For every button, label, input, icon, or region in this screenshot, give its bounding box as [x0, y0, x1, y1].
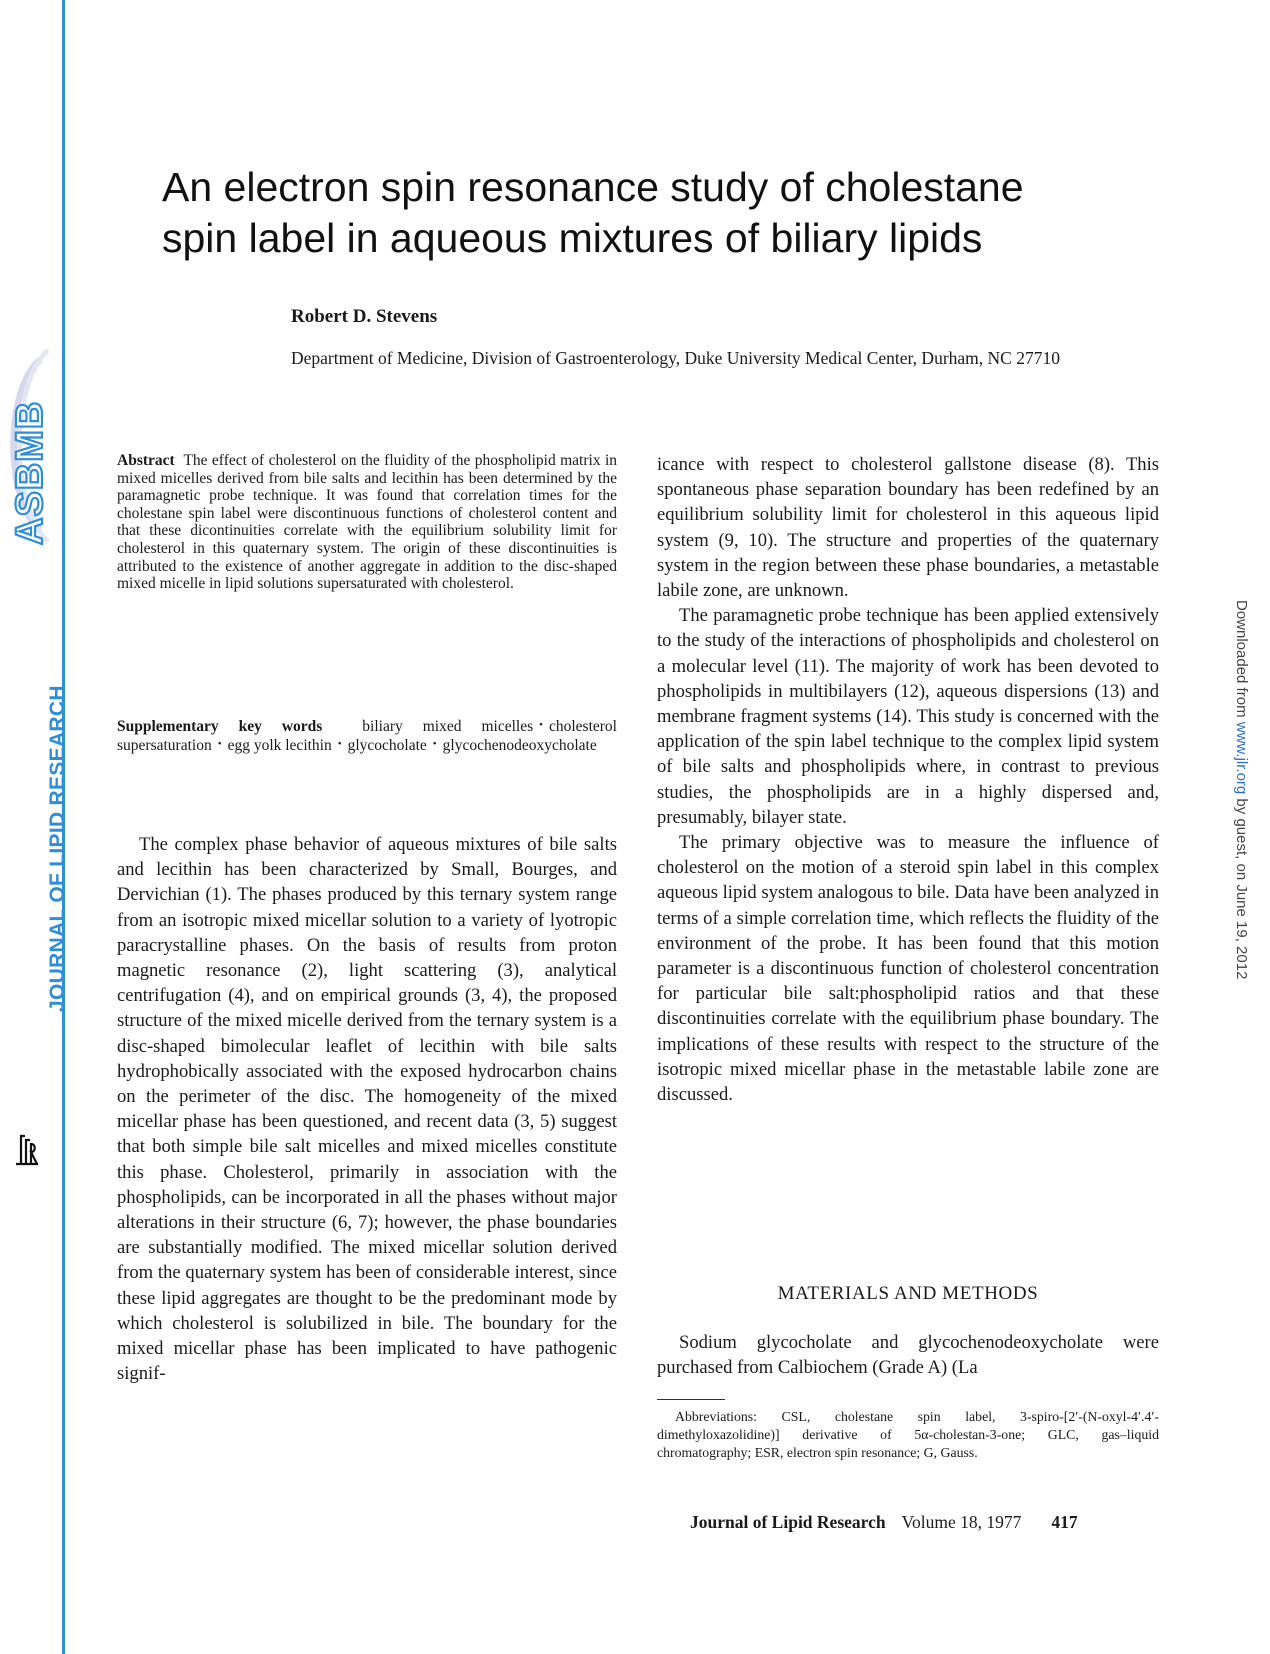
abbreviations-footnote: Abbreviations: CSL, cholestane spin label, 3-spiro-[2′-(N-oxyl-4′.4′-dimethyloxazolidine)] derivative of 5α-cholestan-3-one; GLC, gas–liquid chromatography; ESR, electron spin resonance; G, Gauss. [657, 1409, 1159, 1460]
download-suffix: by guest, on June 19, 2012 [1233, 794, 1250, 980]
asbmb-logo [0, 330, 62, 560]
jlr-link[interactable]: www.jlr.org [1233, 721, 1250, 795]
body-paragraph: icance with respect to cholesterol gallstone disease (8). This spontaneous phase separation boundary has been redefined by an equilibrium solubility limit for cholesterol in this aqueous lipid system (9, 10). The structure and properties of the quaternary system in the region between these phase boundaries, a metastable labile zone, are unknown. [657, 454, 1159, 602]
abstract-label: Abstract [117, 452, 175, 469]
footnote-rule [657, 1399, 725, 1400]
article-title [162, 162, 1162, 264]
jlr-mark [12, 1130, 42, 1168]
methods-column [657, 1330, 1159, 1380]
keyword: glycochenodeoxycholate [442, 736, 597, 754]
asbmb-logo-text: ASBMB [9, 400, 51, 545]
keyword: cholesterol supersaturation [117, 718, 617, 754]
body-paragraph: The primary objective was to measure the influence of cholesterol on the motion of a steroid spin label in this complex aqueous lipid system analogous to bile. Data have been analyzed in terms of a simple correlation time, which reflects the fluidity of the environment of the probe. It has been found that this motion parameter is a discontinuous function of cholesterol concentration for particular bile salt:phospholipid ratios and that these discontinuities correlate with the equilibrium phase boundary. The implications of these results with respect to the structure of the isotropic mixed micellar phase in the metastable labile zone are discussed. [657, 832, 1159, 1106]
left-column [117, 832, 617, 1386]
download-prefix: Downloaded from [1233, 600, 1250, 722]
body-paragraph: The paramagnetic probe technique has been applied extensively to the study of the interactions of phospholipids and cholesterol on a molecular level (11). The majority of work has been devoted to phospholipids in multibilayers (12), aqueous dispersions (13) and membrane fragment systems (14). This study is concerned with the application of the spin label technique to the complex lipid system of bile salts and phospholipids where, in contrast to previous studies, the phospholipids are in a highly dispersed and, presumably, bilayer state. [657, 605, 1159, 828]
page-footer [690, 1512, 1159, 1533]
page-number: 417 [1051, 1512, 1078, 1532]
abstract-text: The effect of cholesterol on the fluidity of the phospholipid matrix in mixed micelles derived from bile salts and lecithin has been determined by the paramagnetic probe technique. It was found that correlation times for the cholestane spin label were discontinuous functions of cholesterol content and that these dicontinuities correlate with the equilibrium solubility limit for cholesterol in this quaternary system. The origin of these discontinuities is attributed to the existence of another aggregate in addition to the disc-shaped mixed micelle in lipid solutions supersaturated with cholesterol. [117, 452, 618, 593]
footer-volume: Volume 18, 1977 [901, 1512, 1022, 1532]
abstract [117, 452, 617, 593]
footer-journal: Journal of Lipid Research [690, 1512, 886, 1532]
author-name: Robert D. Stevens [291, 306, 438, 327]
title-line-1: An electron spin resonance study of cholestane [162, 164, 1024, 210]
key-words: Supplementary key words biliary mixed micelles • cholesterol supersaturation • egg yolk lecithin • glycocholate • glycochenodeoxycholate [117, 718, 617, 754]
body-paragraph: The complex phase behavior of aqueous mixtures of bile salts and lecithin has been characterized by Small, Bourges, and Dervichian (1). The phases produced by this ternary system range from an isotropic mixed micellar solution to a variety of lyotropic paracrystalline phases. On the basis of results from proton magnetic resonance (2), light scattering (3), analytical centrifugation (4), and on empirical grounds (3, 4), the proposed structure of the mixed micelle derived from the ternary system is a disc-shaped bimolecular leaflet of lecithin with bile salts hydrophobically associated with the exposed hydrocarbon chains on the perimeter of the disc. The homogeneity of the mixed micellar phase has been questioned, and recent data (3, 5) suggest that both simple bile salt micelles and mixed micelles constitute this phase. Cholesterol, primarily in association with the phospholipids, can be incorporated in all the phases without major alterations in their structure (6, 7); however, the phase boundaries are substantially modified. The mixed micellar solution derived from the quaternary system has been of considerable interest, since these lipid aggregates are thought to be the predominant mode by which cholesterol is solubilized in bile. The boundary for the mixed micellar phase has been implicated to have pathogenic signif- [117, 834, 617, 1385]
author-affiliation: Department of Medicine, Division of Gastroenterology, Duke University Medical Center, Durham, NC 27710 [291, 348, 1060, 368]
title-line-2: spin label in aqueous mixtures of biliary lipids [162, 215, 983, 261]
download-notice [1233, 600, 1250, 979]
keyword: egg yolk lecithin [227, 736, 332, 754]
right-column [657, 452, 1159, 1107]
keyword: glycocholate [347, 736, 427, 754]
section-heading: MATERIALS AND METHODS [777, 1283, 1039, 1304]
keywords-label: Supplementary key words [117, 718, 323, 735]
journal-sidebar-label: JOURNAL OF LIPID RESEARCH [46, 685, 69, 1012]
keyword: biliary mixed micelles [362, 718, 534, 735]
body-paragraph: Sodium glycocholate and glycochenodeoxycholate were purchased from Calbiochem (Grade A) (La [657, 1332, 1159, 1379]
jlr-mark-text: JLR [12, 1130, 14, 1131]
